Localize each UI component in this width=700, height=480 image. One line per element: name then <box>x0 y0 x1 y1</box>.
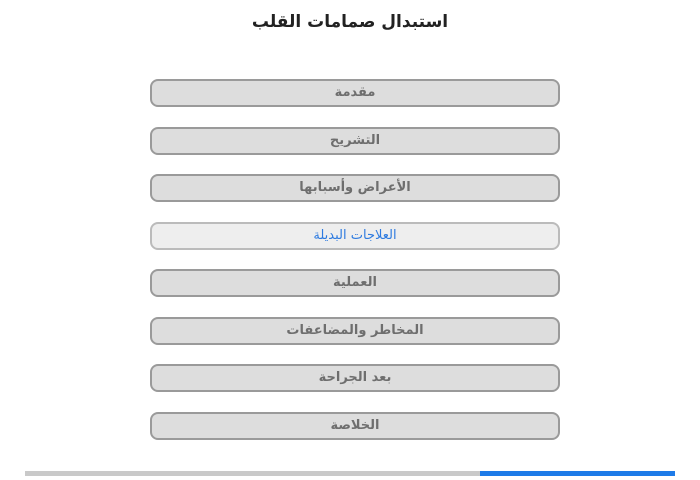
menu-item-introduction[interactable]: مقدمة <box>150 79 560 107</box>
progress-bar <box>25 471 675 476</box>
page-title: استبدال صمامات القلب <box>251 12 449 32</box>
menu-item-symptoms-causes[interactable]: الأعراض وأسبابها <box>150 174 560 202</box>
menu-item-summary[interactable]: الخلاصة <box>150 412 560 440</box>
menu-item-alternative-treatments[interactable]: العلاجات البديلة <box>150 222 560 250</box>
menu-item-after-surgery[interactable]: بعد الجراحة <box>150 364 560 392</box>
menu-item-risks-complications[interactable]: المخاطر والمضاعفات <box>150 317 560 345</box>
menu-item-procedure[interactable]: العملية <box>150 269 560 297</box>
menu-item-anatomy[interactable]: التشريح <box>150 127 560 155</box>
chapter-menu <box>150 79 560 459</box>
progress-bar-fill <box>480 471 675 476</box>
